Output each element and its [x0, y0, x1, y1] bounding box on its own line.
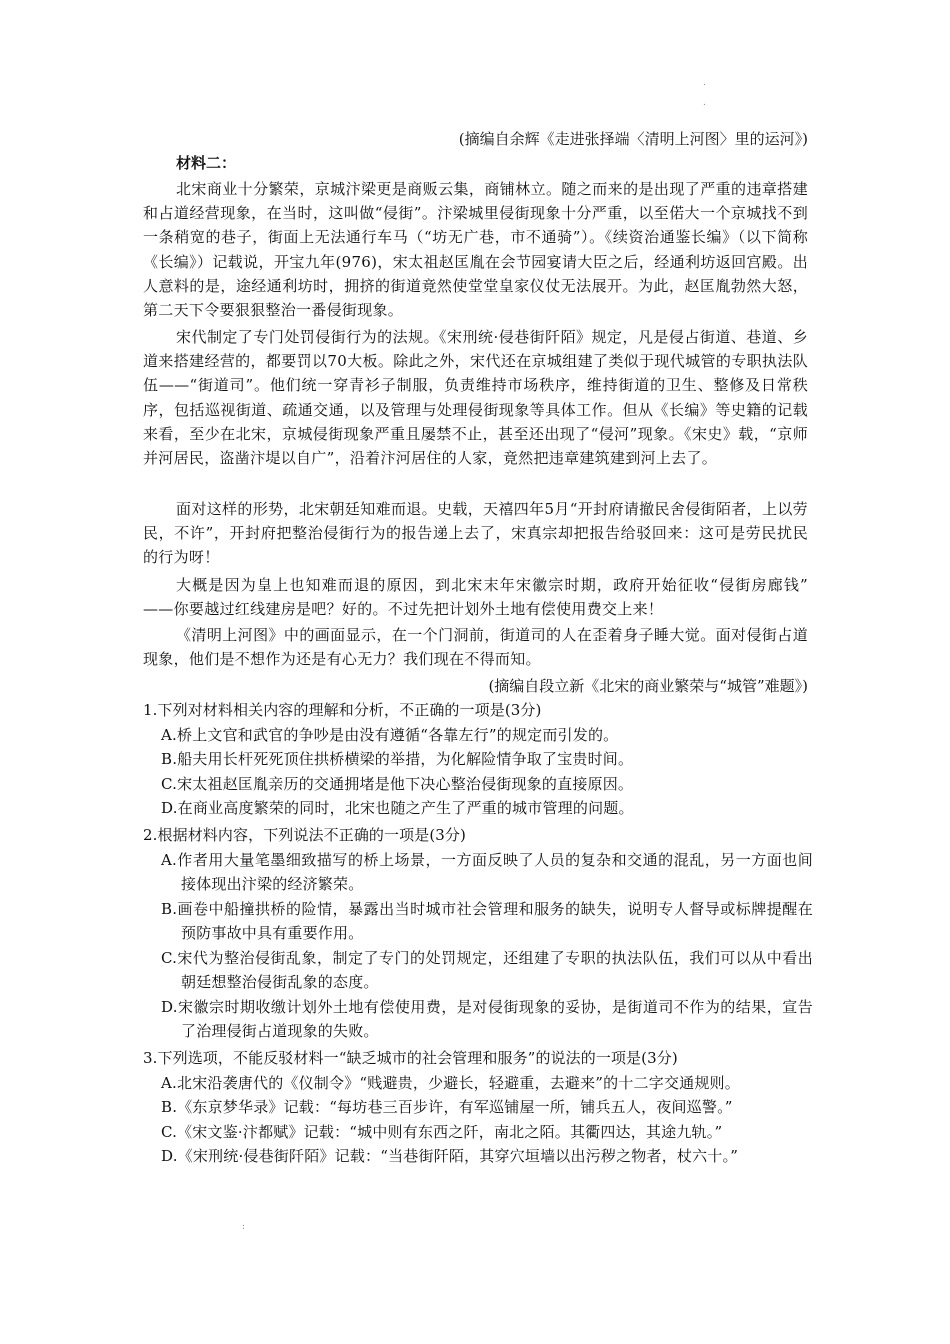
question-stem: 2.根据材料内容，下列说法不正确的一项是(3分) — [143, 826, 466, 844]
scan-mark: : — [242, 1222, 246, 1232]
material2-paragraph: 《清明上河图》中的画面显示，在一个门洞前，街道司的人在歪着身子睡大觉。面对侵街占道现象，他们是不想作为还是有心无力？我们现在不得而知。 — [143, 626, 808, 669]
question-option: C.《宋文鉴·汴都赋》记载：“城中则有东西之阡，南北之陌。其衢四达，其途九轨。” — [161, 1122, 723, 1141]
material2-source: (摘编自段立新《北宋的商业繁荣与“城管”难题》) — [488, 677, 808, 695]
material1-source: (摘编自余辉《走进张择端〈清明上河图〉里的运河》) — [458, 130, 808, 148]
question-stem: 3.下列选项，不能反驳材料一“缺乏城市的社会管理和服务”的说法的一项是(3分) — [143, 1049, 678, 1067]
material2-paragraph: 北宋商业十分繁荣，京城汴梁更是商贩云集，商铺林立。随之而来的是出现了严重的违章搭建和占道经营现象，在当时，这叫做“侵街”。汴梁城里侵街现象十分严重，以至偌大一个京城找不到一条稍宽的巷子，街面上无法通行车马（“坊无广巷，市不通骑”）。《续资治通鉴长编》（以下简称《长编》）记载说，开宝九年(976)，宋太祖赵匡胤在会节园宴请大臣之后，经通利坊返回宫殿。出人意料的是，途经通利坊时，拥挤的街道竟然使堂堂皇家仪仗无法展开。为此，赵匡胤勃然大怒，第二天下令要狠狠整治一番侵街现象。 — [143, 180, 808, 320]
question-option: B.《东京梦华录》记载：“每坊巷三百步许，有军巡铺屋一所，铺兵五人，夜间巡警。” — [161, 1098, 733, 1116]
question-option: D.《宋刑统·侵巷街阡陌》记载：“当巷街阡陌，其穿穴垣墙以出污秽之物者，杖六十。” — [161, 1147, 739, 1165]
scan-mark: . — [703, 98, 706, 108]
material2-heading: 材料二： — [176, 154, 237, 172]
question-option: D.宋徽宗时期收缴计划外土地有偿使用费，是对侵街现象的妥协，是街道司不作为的结果，宣告了治理侵街占道现象的失败。 — [161, 997, 813, 1040]
question-option: B.画卷中船撞拱桥的险情，暴露出当时城市社会管理和服务的缺失，说明专人督导或标牌提醒在预防事故中具有重要作用。 — [161, 899, 813, 942]
question-option: B.船夫用长杆死死顶住拱桥横梁的举措，为化解险情争取了宝贵时间。 — [161, 750, 634, 768]
scan-mark: . — [703, 78, 706, 88]
question-stem: 1.下列对材料相关内容的理解和分析，不正确的一项是(3分) — [143, 701, 542, 719]
question-option: C.宋太祖赵匡胤亲历的交通拥堵是他下决心整治侵街现象的直接原因。 — [161, 774, 634, 793]
question-option: A.作者用大量笔墨细致描写的桥上场景，一方面反映了人员的复杂和交通的混乱，另一方面也间接体现出汴梁的经济繁荣。 — [161, 850, 813, 893]
material2-paragraph: 宋代制定了专门处罚侵街行为的法规。《宋刑统·侵巷街阡陌》规定，凡是侵占街道、巷道、乡道来搭建经营的，都要罚以70大板。除此之外，宋代还在京城组建了类似于现代城管的专职执法队伍——“街道司”。他们统一穿青衫子制服，负责维持市场秩序，维持街道的卫生、整修及日常秩序，包括巡视街道、疏通交通，以及管理与处理侵街现象等具体工作。但从《长编》等史籍的记载来看，至少在北宋，京城侵街现象严重且屡禁不止，甚至还出现了“侵河”现象。《宋史》载，“京师并河居民，盗凿汴堤以自广”，沿着汴河居住的人家，竟然把违章建筑建到河上去了。 — [143, 328, 808, 468]
question-option: D.在商业高度繁荣的同时，北宋也随之产生了严重的城市管理的问题。 — [161, 799, 634, 817]
question-2 — [143, 823, 813, 1044]
question-option: C.宋代为整治侵街乱象，制定了专门的处罚规定，还组建了专职的执法队伍，我们可以从中看出朝廷想整治侵街乱象的态度。 — [161, 948, 813, 991]
question-option: A.北宋沿袭唐代的《仪制令》“贱避贵，少避长，轻避重，去避来”的十二字交通规则。 — [161, 1073, 740, 1092]
material2-paragraph: 大概是因为皇上也知难而退的原因，到北宋末年宋徽宗时期，政府开始征收“侵街房廊钱” ——你要越过红线建房是吧？好的。不过先把计划外土地有偿使用费交上来！ — [143, 576, 808, 619]
material2-paragraph: 面对这样的形势，北宋朝廷知难而退。史载，天禧四年5月“开封府请撤民舍侵街陌者，上以劳民，不许”，开封府把整治侵街行为的报告递上去了，宋真宗却把报告给驳回来：这可是劳民扰民的行为呀！ — [143, 500, 808, 567]
question-1 — [143, 698, 813, 821]
question-option: A.桥上文官和武官的争吵是由没有遵循“各靠左行”的规定而引发的。 — [161, 725, 619, 744]
question-3 — [143, 1046, 813, 1169]
